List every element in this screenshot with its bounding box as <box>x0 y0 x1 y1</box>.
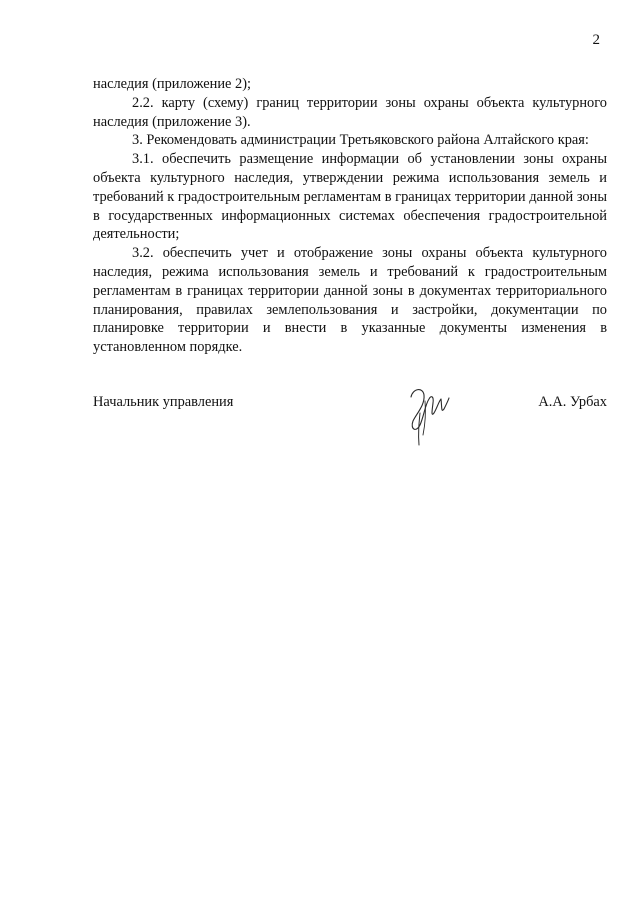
signatory-position: Начальник управления <box>93 394 234 410</box>
paragraph-3: 3. Рекомендовать администрации Третьяковского района Алтайского края: <box>132 132 589 149</box>
paragraph-3-2: 3.2. обеспечить учет и отображение зоны охраны объекта культурного наследия, режима использования земель и требований к градостроительным регламентам в границах территории данной зоны в документах территориального планирования, правилах землепользования и застройки, документации по планировке территории и внести в указанные документы изменения в установленном порядке. <box>93 245 607 356</box>
document-body <box>93 75 607 357</box>
signature-block <box>93 393 607 463</box>
signatory-name: А.А. Урбах <box>538 394 607 410</box>
paragraph-2-2: 2.2. карту (схему) границ территории зоны охраны объекта культурного наследия (приложение 3). <box>93 94 607 130</box>
handwritten-signature <box>403 383 453 449</box>
paragraph-3-1: 3.1. обеспечить размещение информации об установлении зоны охраны объекта культурного наследия, утверждении режима использования земель и требований к градостроительным регламентам в границах территории данной зоны в государственных информационных системах обеспечения градостроительной деятельности; <box>93 151 607 243</box>
paragraph-continuation: наследия (приложение 2); <box>93 76 252 92</box>
page-number: 2 <box>592 32 600 48</box>
